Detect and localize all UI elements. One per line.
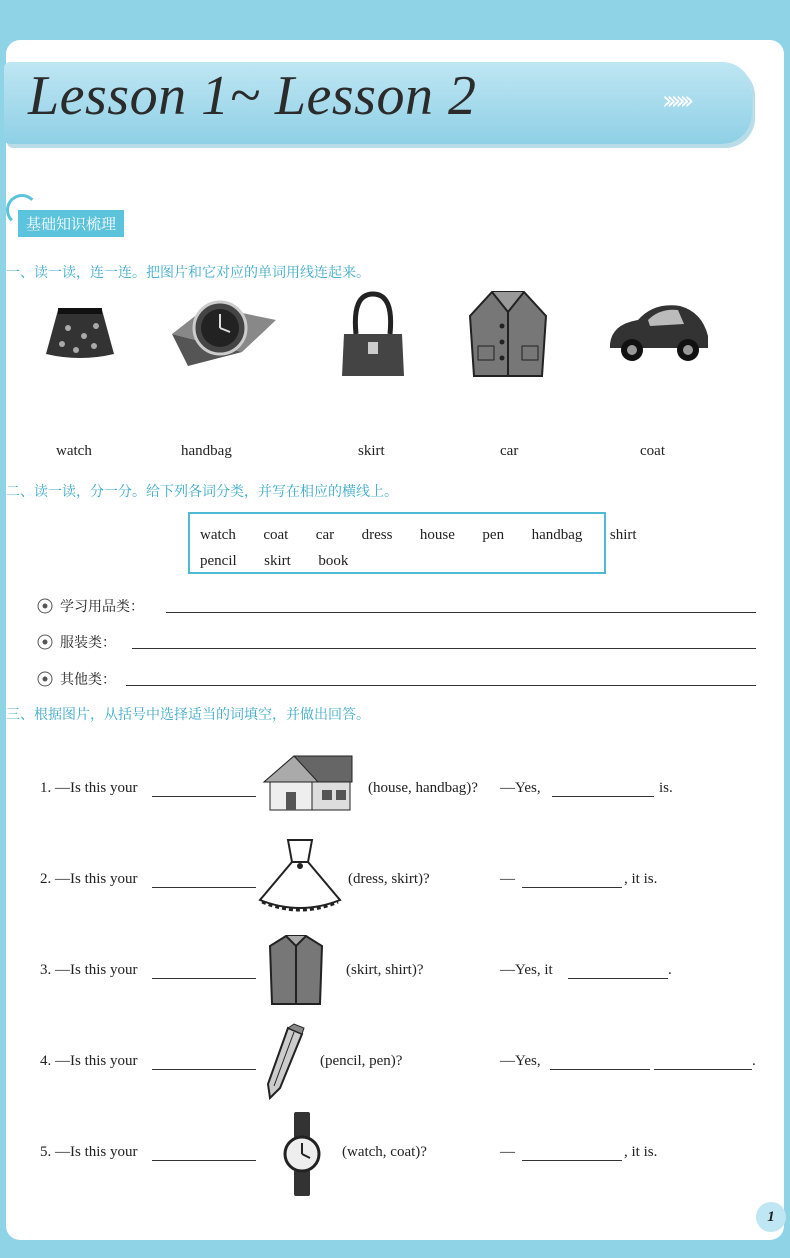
item-prompt: —Is this your — [55, 780, 138, 796]
category-clothing — [36, 632, 116, 652]
q3-item-2 — [40, 871, 138, 888]
category-stationery — [36, 596, 144, 616]
page-number: 1 — [756, 1202, 786, 1232]
q3-item-4-blank[interactable] — [152, 1069, 256, 1070]
word-handbag: handbag — [181, 443, 232, 459]
q3-item-4-options: (pencil, pen)? — [320, 1053, 403, 1069]
word-coat: coat — [640, 443, 665, 459]
flower-icon — [36, 670, 54, 688]
wristwatch-image — [282, 1110, 322, 1198]
item-number: 4. — [40, 1053, 52, 1069]
item-prompt: —Is this your — [55, 962, 138, 978]
q3-item-2-answer-blank[interactable] — [522, 887, 622, 888]
item-prompt: —Is this your — [55, 1053, 138, 1069]
q3-item-3-answer-suffix: . — [668, 962, 672, 978]
word-bank-line-1: watch coat car dress house pen handbag shirt — [200, 527, 637, 543]
q3-item-3-answer-prefix: —Yes, it — [500, 962, 553, 978]
category-clothing-label: 服装类： — [60, 635, 116, 651]
watch-image — [168, 294, 278, 370]
q3-item-1-options: (house, handbag)? — [368, 780, 478, 796]
coat-image — [466, 286, 550, 382]
flower-icon — [36, 597, 54, 615]
word-bank-box — [188, 512, 637, 574]
q3-item-5-answer-suffix: , it is. — [624, 1144, 658, 1160]
skirt-image — [44, 306, 116, 360]
section-tag: 基础知识梳理 — [18, 210, 124, 237]
stationery-answer-line[interactable] — [166, 612, 756, 613]
q3-item-5-answer-prefix: — — [500, 1144, 515, 1160]
item-prompt: —Is this your — [55, 1144, 138, 1160]
other-answer-line[interactable] — [126, 685, 756, 686]
question-1-heading: 一、读一读，连一连。把图片和它对应的单词用线连起来。 — [6, 265, 370, 281]
word-bank-line-2: pencil skirt book — [200, 553, 349, 569]
q3-item-3-options: (skirt, shirt)? — [346, 962, 424, 978]
item-prompt: —Is this your — [55, 871, 138, 887]
q3-item-5-blank[interactable] — [152, 1160, 256, 1161]
q3-item-4 — [40, 1053, 138, 1070]
item-number: 3. — [40, 962, 52, 978]
shirt-image — [268, 932, 324, 1008]
q3-item-3-answer-blank[interactable] — [568, 978, 668, 979]
word-car: car — [500, 443, 519, 459]
q3-item-5-options: (watch, coat)? — [342, 1144, 427, 1160]
q3-item-3-blank[interactable] — [152, 978, 256, 979]
question-3-heading: 三、根据图片，从括号中选择适当的词填空，并做出回答。 — [6, 707, 370, 723]
q3-item-2-answer-prefix: — — [500, 871, 515, 887]
page-title: Lesson 1~ Lesson 2 — [28, 65, 477, 127]
question-2-heading: 二、读一读，分一分。给下列各词分类，并写在相应的横线上。 — [6, 484, 398, 500]
clothing-answer-line[interactable] — [132, 648, 756, 649]
q3-item-1-answer-suffix: is. — [659, 780, 673, 796]
q3-item-4-answer-prefix: —Yes, — [500, 1053, 541, 1069]
flower-icon — [36, 633, 54, 651]
q3-item-5 — [40, 1144, 138, 1161]
item-number: 5. — [40, 1144, 52, 1160]
handbag-image — [338, 290, 408, 382]
chevron-right-icon: ›››››› — [662, 86, 689, 116]
q3-item-1-answer-blank[interactable] — [552, 796, 654, 797]
item-number: 2. — [40, 871, 52, 887]
category-stationery-label: 学习用品类： — [60, 599, 144, 615]
q3-item-4-answer-blank-1[interactable] — [550, 1069, 650, 1070]
q3-item-4-answer-suffix: . — [752, 1053, 756, 1069]
q3-item-3 — [40, 962, 138, 979]
word-watch: watch — [56, 443, 92, 459]
word-skirt: skirt — [358, 443, 385, 459]
pencil-image — [264, 1022, 308, 1102]
q3-item-1 — [40, 780, 138, 797]
q3-item-2-answer-suffix: , it is. — [624, 871, 658, 887]
q3-item-5-answer-blank[interactable] — [522, 1160, 622, 1161]
q3-item-4-answer-blank-2[interactable] — [654, 1069, 752, 1070]
dress-image — [258, 836, 342, 918]
item-number: 1. — [40, 780, 52, 796]
q3-item-1-blank[interactable] — [152, 796, 256, 797]
q3-item-2-blank[interactable] — [152, 887, 256, 888]
q3-item-1-answer-prefix: —Yes, — [500, 780, 541, 796]
category-other — [36, 669, 116, 689]
house-image — [260, 752, 356, 814]
category-other-label: 其他类： — [60, 672, 116, 688]
car-image — [604, 298, 714, 366]
q3-item-2-options: (dress, skirt)? — [348, 871, 430, 887]
